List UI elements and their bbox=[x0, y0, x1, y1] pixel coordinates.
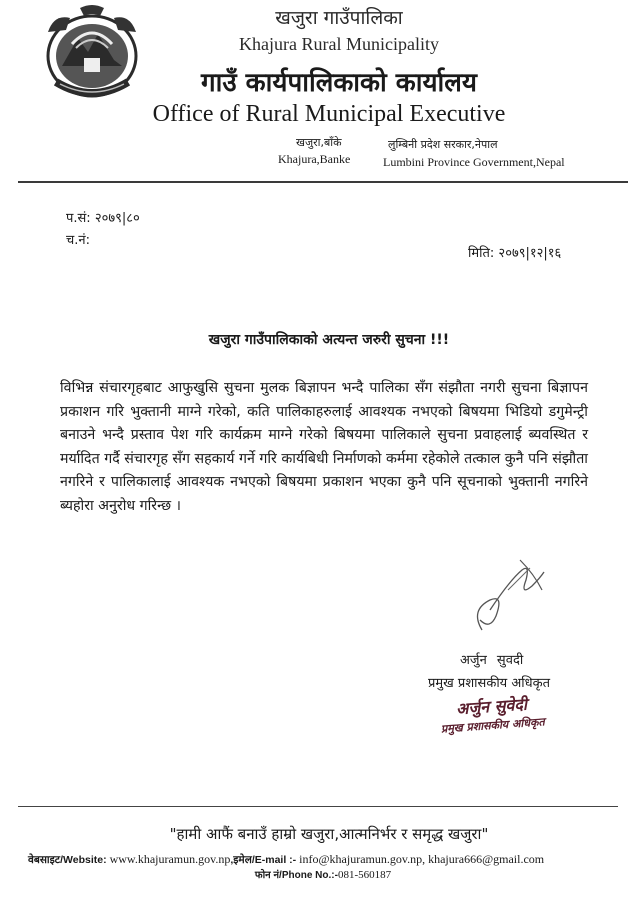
header-divider bbox=[18, 181, 628, 183]
notice-subject: खजुरा गाउँपालिकाको अत्यन्त जरुरी सुचना !!! bbox=[208, 332, 450, 348]
municipality-name-english: Khajura Rural Municipality bbox=[239, 34, 439, 54]
signatory-title: प्रमुख प्रशासकीय अधिकृत bbox=[428, 676, 551, 691]
footer-divider bbox=[18, 806, 618, 807]
address-english-right: Lumbini Province Government,Nepal bbox=[383, 155, 565, 169]
phone-label: फोन नं/Phone No.:- bbox=[254, 870, 338, 881]
letter-reference-number: प.सं: २०७९|८० bbox=[66, 211, 140, 226]
signatory-name: अर्जुन सुवदी bbox=[460, 653, 524, 668]
email-addresses[interactable]: info@khajuramun.gov.np, khajura666@gmail.com bbox=[299, 852, 545, 866]
stamp-name: अर्जुन सुवेदी bbox=[455, 694, 528, 719]
website-link[interactable]: www.khajuramun.gov.np bbox=[109, 852, 231, 866]
phone-number: 081-560187 bbox=[337, 869, 392, 881]
official-stamp bbox=[411, 689, 573, 738]
address-nepali-right: लुम्बिनी प्रदेश सरकार,नेपाल bbox=[388, 138, 498, 151]
office-name-nepali: गाउँ कार्यपालिकाको कार्यालय bbox=[201, 68, 477, 98]
office-name-english: Office of Rural Municipal Executive bbox=[152, 101, 506, 127]
notice-body: विभिन्न संचारगृहबाट आफुखुसि सुचना मुलक बिज्ञापन भन्दै पालिका सँग संझौता नगरी सुचना बिज्ञापन प्रकाशन गरि भुक्तानी माग्ने गरेको, कति पालिकाहरुलाई आवश्यक नभएको बिषयमा भिडियो डगुमेन्ट्री बनाउने भन्दै प्रस्ताव पेश गरि कार्यक्रम माग्ने गरेको बिषयमा पालिकाले सुचना प्रवाहलाई ब्यवस्थित र मर्यादित गर्दै संचारगृह सँग सहकार्य गर्ने गरि कार्यबिधी निर्माणको कर्ममा रहेकोले तत्काल कुनै पनि संझौता नगरिने र पालिकालाई आवश्यक नभएको बिषयमा प्रकाशन भएका कुनै पनि सूचनाको भुक्तानी नगरिने ब्यहोरा अनुरोध गरिन्छ । bbox=[60, 380, 588, 514]
footer-phone bbox=[0, 867, 638, 881]
address-nepali-left: खजुरा,बाँके bbox=[296, 136, 342, 149]
signature-scribble bbox=[460, 550, 560, 640]
footer-motto: "हामी आफैं बनाउँ हाम्रो खजुरा,आत्मनिर्भर र समृद्ध खजुरा" bbox=[169, 825, 489, 843]
dispatch-number: च.नं: bbox=[66, 233, 90, 248]
footer-contact bbox=[28, 852, 544, 867]
email-label: ,इमेल/E-mail :- bbox=[230, 854, 297, 866]
address-english-left: Khajura,Banke bbox=[278, 152, 351, 166]
stamp-title: प्रमुख प्रशासकीय अधिकृत bbox=[440, 715, 546, 736]
municipality-name-nepali: खजुरा गाउँपालिका bbox=[275, 7, 403, 29]
letter-date: मिति: २०७९|१२|१६ bbox=[468, 246, 562, 261]
website-label: वेबसाइट/Website: bbox=[28, 854, 107, 866]
